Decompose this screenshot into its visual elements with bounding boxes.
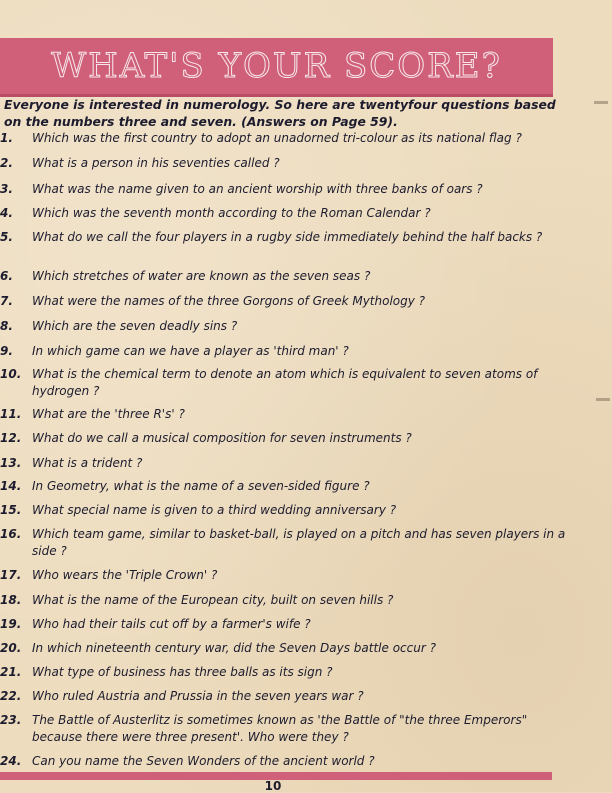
- question-text: What special name is given to a third wedding anniversary ?: [32, 503, 397, 517]
- question-number: 15.: [0, 503, 22, 517]
- question-item: [0, 616, 566, 633]
- question-number: 8.: [0, 319, 13, 333]
- question-item: [0, 268, 566, 285]
- question-text: Which stretches of water are known as the seven seas ?: [32, 269, 371, 283]
- question-item: [0, 318, 566, 335]
- question-item: [0, 205, 566, 222]
- question-item: [0, 181, 566, 198]
- question-number: 21.: [0, 665, 22, 679]
- intro-paragraph: Everyone is interested in numerology. So here are twentyfour questions based on the numbers three and seven. (Answers on Page 59).: [4, 97, 556, 129]
- title-banner: [0, 38, 553, 97]
- question-text: What type of business has three balls as its sign ?: [32, 665, 333, 679]
- question-number: 20.: [0, 641, 22, 655]
- question-number: 4.: [0, 206, 13, 220]
- question-text: What are the 'three R's' ?: [32, 407, 185, 421]
- page-title: WHAT'S YOUR SCORE?: [51, 46, 502, 86]
- question-item: [0, 688, 566, 705]
- question-text: Who had their tails cut off by a farmer's wife ?: [32, 617, 311, 631]
- question-number: 19.: [0, 617, 22, 631]
- question-text: Which team game, similar to basket-ball, is played on a pitch and has seven players in a side ?: [32, 527, 566, 558]
- question-number: 14.: [0, 479, 22, 493]
- question-item: [0, 430, 566, 447]
- question-number: 2.: [0, 156, 13, 170]
- question-text: What was the name given to an ancient worship with three banks of oars ?: [32, 182, 483, 196]
- question-text: What is a person in his seventies called ?: [32, 156, 280, 170]
- question-item: [0, 502, 566, 519]
- question-text: What is the name of the European city, built on seven hills ?: [32, 593, 394, 607]
- question-number: 7.: [0, 294, 13, 308]
- question-text: What is a trident ?: [32, 456, 143, 470]
- question-number: 5.: [0, 230, 13, 244]
- question-item: [0, 664, 566, 681]
- question-item: [0, 567, 566, 584]
- question-item: [0, 343, 566, 360]
- question-item: [0, 526, 566, 560]
- question-text: The Battle of Austerlitz is sometimes known as 'the Battle of "the three Emperors" because there were three present'. Who were they ?: [32, 713, 528, 744]
- question-item: [0, 455, 566, 472]
- question-number: 1.: [0, 131, 13, 145]
- question-number: 6.: [0, 269, 13, 283]
- question-text: Can you name the Seven Wonders of the ancient world ?: [32, 754, 375, 768]
- question-text: In which game can we have a player as 'third man' ?: [32, 344, 349, 358]
- question-number: 12.: [0, 431, 22, 445]
- question-text: Which was the seventh month according to the Roman Calendar ?: [32, 206, 431, 220]
- question-item: [0, 229, 566, 246]
- question-item: [0, 155, 566, 172]
- margin-mark: [594, 101, 608, 104]
- question-number: 16.: [0, 527, 22, 541]
- question-text: Which was the first country to adopt an unadorned tri-colour as its national flag ?: [32, 131, 522, 145]
- question-item: [0, 753, 566, 770]
- question-number: 10.: [0, 367, 22, 381]
- question-number: 3.: [0, 182, 13, 196]
- question-item: [0, 366, 566, 400]
- question-text: Who ruled Austria and Prussia in the seven years war ?: [32, 689, 364, 703]
- question-number: 18.: [0, 593, 22, 607]
- question-text: In Geometry, what is the name of a seven-sided figure ?: [32, 479, 370, 493]
- question-number: 11.: [0, 407, 22, 421]
- question-text: Who wears the 'Triple Crown' ?: [32, 568, 218, 582]
- question-number: 22.: [0, 689, 22, 703]
- question-number: 9.: [0, 344, 13, 358]
- question-item: [0, 293, 566, 310]
- question-text: What do we call a musical composition for seven instruments ?: [32, 431, 412, 445]
- question-text: What were the names of the three Gorgons of Greek Mythology ?: [32, 294, 426, 308]
- question-number: 17.: [0, 568, 22, 582]
- question-number: 23.: [0, 713, 22, 727]
- question-item: [0, 592, 566, 609]
- question-number: 24.: [0, 754, 22, 768]
- question-text: What is the chemical term to denote an atom which is equivalent to seven atoms of hydrogen ?: [32, 367, 538, 398]
- question-text: In which nineteenth century war, did the Seven Days battle occur ?: [32, 641, 436, 655]
- page-number: 10: [264, 779, 282, 793]
- question-item: [0, 640, 566, 657]
- margin-mark: [596, 398, 610, 401]
- question-item: [0, 712, 566, 746]
- question-number: 13.: [0, 456, 22, 470]
- question-text: What do we call the four players in a rugby side immediately behind the half backs ?: [32, 230, 543, 244]
- question-item: [0, 478, 566, 495]
- question-item: [0, 130, 566, 147]
- question-item: [0, 406, 566, 423]
- question-text: Which are the seven deadly sins ?: [32, 319, 238, 333]
